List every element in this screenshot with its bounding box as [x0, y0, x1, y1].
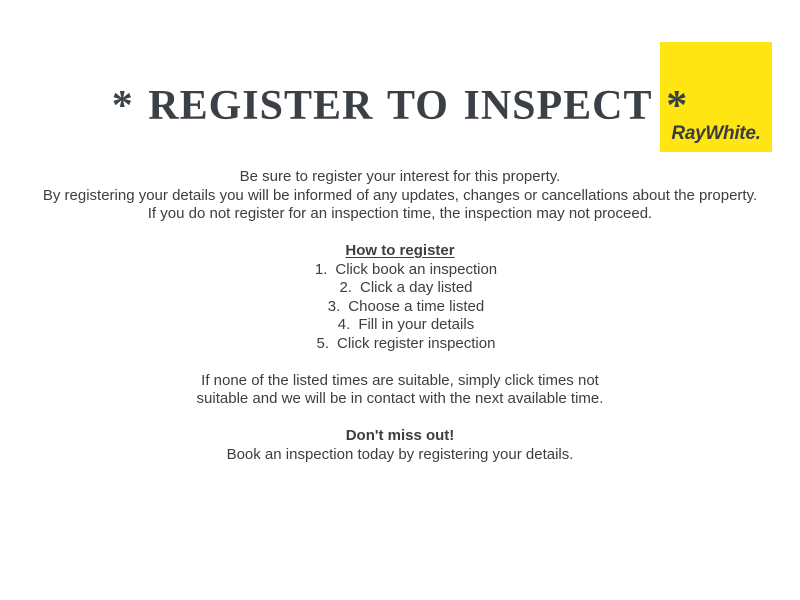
list-item-number: 1.	[314, 260, 328, 278]
intro-line-1: Be sure to register your interest for this property.	[239, 168, 561, 185]
list-item-label: Click a day listed	[359, 279, 473, 296]
cta-heading: Don't miss out!	[345, 427, 455, 444]
list-item-number: 3.	[327, 297, 341, 315]
times-note-line-2: suitable and we will be in contact with the next available time.	[196, 390, 604, 407]
raywhite-logo-text: RayWhite.	[671, 123, 761, 144]
list-item-number: 5.	[316, 334, 330, 352]
times-not-suitable-note	[0, 372, 800, 409]
list-item-label: Click book an inspection	[335, 260, 498, 278]
how-to-register-section	[0, 242, 800, 353]
list-item	[6, 335, 800, 354]
list-item-number: 2.	[339, 279, 352, 296]
cta-section	[0, 427, 800, 464]
list-item-number: 4.	[337, 316, 351, 333]
list-item	[6, 261, 800, 280]
cta-line: Book an inspection today by registering your details.	[226, 445, 574, 463]
list-item	[6, 298, 800, 317]
how-to-register-list	[6, 261, 800, 354]
times-note-line-1: If none of the listed times are suitable, simply click times not	[201, 371, 599, 389]
list-item	[6, 279, 800, 298]
intro-line-2: By registering your details you will be informed of any updates, changes or cancellations about the property.	[42, 186, 758, 204]
list-item-label: Choose a time listed	[348, 297, 485, 315]
page-title: * REGISTER TO INSPECT *	[111, 83, 689, 129]
intro-line-3: If you do not register for an inspection time, the inspection may not proceed.	[147, 205, 653, 222]
intro-paragraph	[0, 168, 800, 224]
list-item-label: Click register inspection	[337, 334, 496, 352]
list-item-label: Fill in your details	[358, 316, 475, 333]
flyer-body	[0, 168, 800, 464]
list-item	[6, 316, 800, 335]
how-to-register-heading: How to register	[345, 242, 455, 259]
